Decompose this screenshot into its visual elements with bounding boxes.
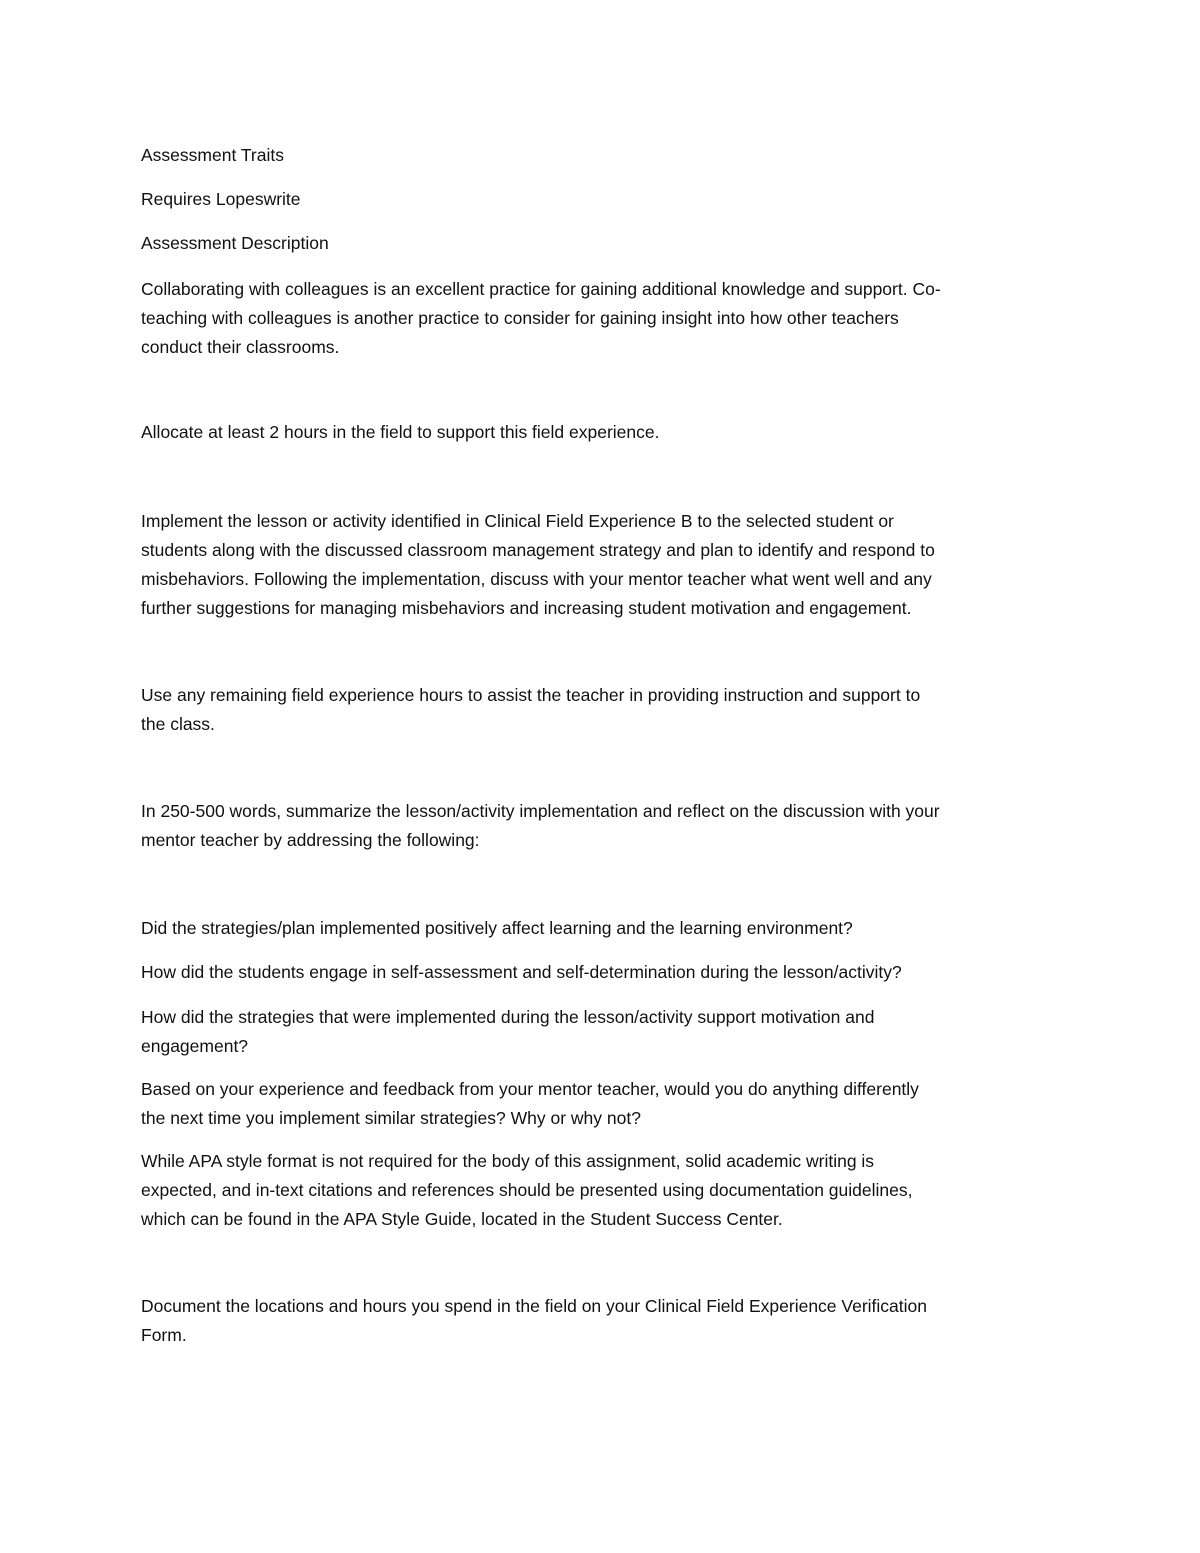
- question-motivation-engagement: How did the strategies that were implemented during the lesson/activity support motivation and engagement?: [141, 1007, 875, 1056]
- paragraph-collaborating: Collaborating with colleagues is an excellent practice for gaining additional knowledge and support. Co- teaching with colleagues is another practice to consider for gaining insight into how other teachers conduct their classrooms.: [141, 279, 941, 357]
- paragraph-summarize: In 250-500 words, summarize the lesson/activity implementation and reflect on the discussion with your mentor teacher by addressing the following:: [141, 801, 940, 850]
- question-strategies-affect: Did the strategies/plan implemented positively affect learning and the learning environment?: [141, 918, 853, 938]
- question-self-assessment: How did the students engage in self-assessment and self-determination during the lesson/activity?: [141, 962, 902, 982]
- paragraph-document-locations: Document the locations and hours you spend in the field on your Clinical Field Experience Verification Form.: [141, 1296, 928, 1345]
- question-do-differently: Based on your experience and feedback from your mentor teacher, would you do anything differently the next time you implement similar strategies? Why or why not?: [141, 1079, 919, 1128]
- heading-assessment-traits: Assessment Traits: [141, 145, 284, 165]
- paragraph-implement: Implement the lesson or activity identified in Clinical Field Experience B to the selected student or students along with the discussed classroom management strategy and plan to identify and respond to misbehaviors. Following the implementation, discuss with your mentor teacher what went well and any further suggestions for managing misbehaviors and increasing student motivation and engagement.: [141, 511, 935, 618]
- requires-lopeswrite: Requires Lopeswrite: [141, 189, 301, 209]
- paragraph-remaining-hours: Use any remaining field experience hours to assist the teacher in providing instruction and support to the class.: [141, 685, 921, 734]
- paragraph-allocate: Allocate at least 2 hours in the field to support this field experience.: [141, 422, 660, 442]
- heading-assessment-description: Assessment Description: [141, 233, 329, 253]
- paragraph-apa-style: While APA style format is not required for the body of this assignment, solid academic writing is expected, and in-text citations and references should be presented using documentation guidelines, which can be found in the APA Style Guide, located in the Student Success Center.: [141, 1151, 913, 1229]
